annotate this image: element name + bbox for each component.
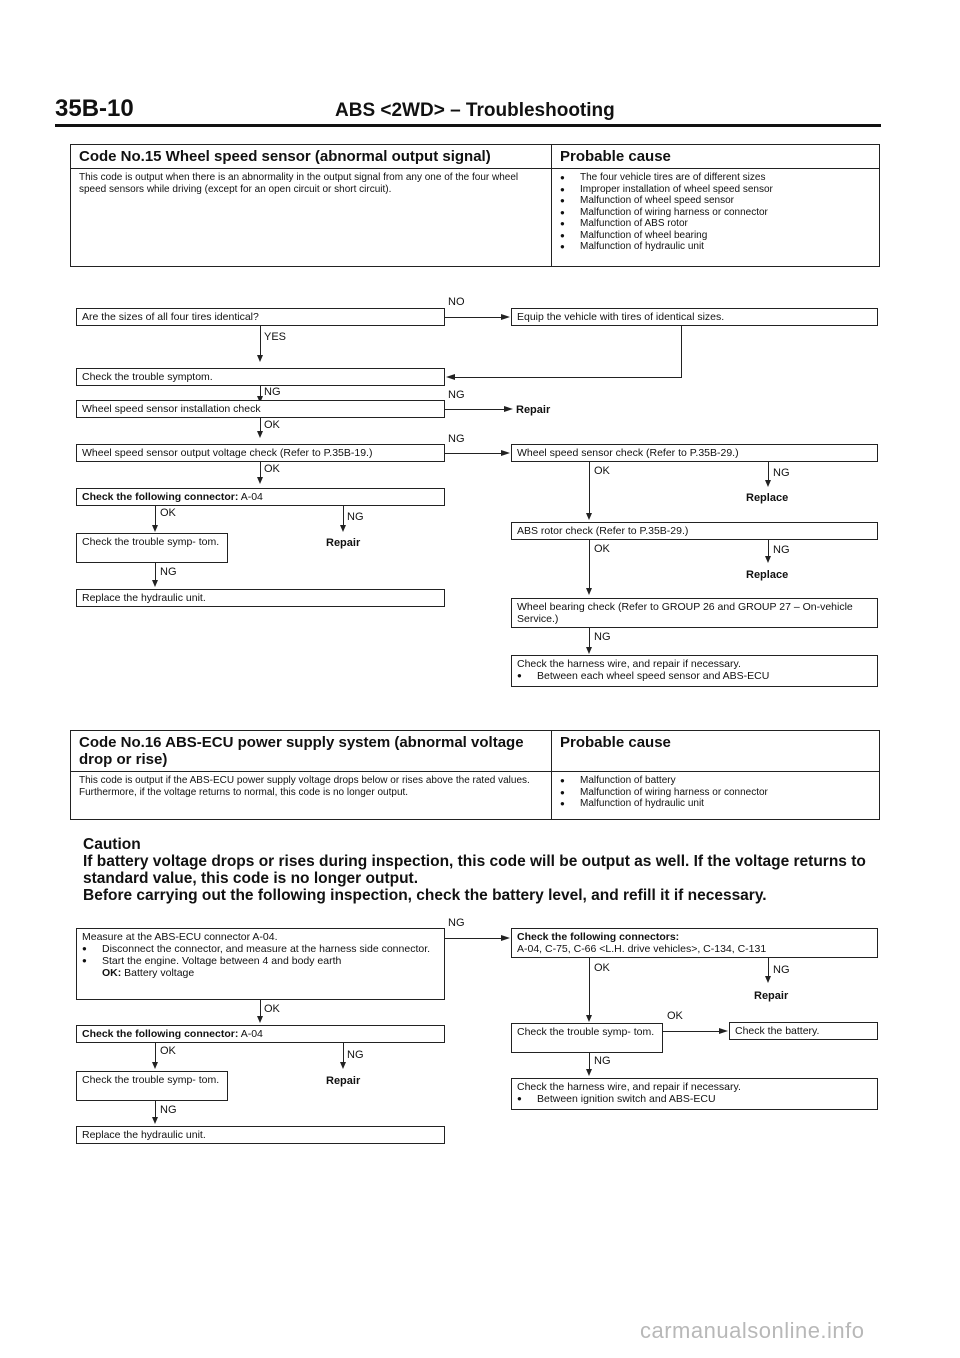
flow16-ok-label: OK	[264, 1003, 280, 1015]
flow16-measure-box	[76, 928, 445, 1000]
cause-item: ● Malfunction of wheel bearing	[560, 230, 871, 242]
flow15-ng-label: NG	[773, 467, 790, 479]
code15-table	[70, 144, 880, 267]
code16-table	[70, 730, 880, 820]
cause-item: ● Malfunction of hydraulic unit	[560, 241, 871, 253]
caution-text2: Before carrying out the following inspection, check the battery level, and refill it if necessary.	[83, 887, 767, 904]
flow15-replace-label: Replace	[746, 569, 789, 581]
connector-line	[260, 418, 261, 432]
flow15-replace-label: Replace	[746, 492, 789, 504]
connector-line	[343, 1043, 344, 1063]
flow16-ng-label: NG	[347, 1049, 364, 1061]
watermark: carmanualsonline.info	[640, 1318, 865, 1343]
cause-item: ● Improper installation of wheel speed sensor	[560, 184, 871, 196]
arrow-down	[257, 355, 263, 362]
arrow-down	[152, 1117, 158, 1124]
ok-label: OK:	[102, 967, 122, 979]
connectors-list: A-04, C-75, C-66 <L.H. drive vehicles>, C-134, C-131	[517, 943, 767, 955]
arrow-right	[501, 935, 510, 941]
connector-line	[260, 1000, 261, 1017]
measure-text: Measure at the ABS-ECU connector A-04.	[82, 931, 278, 943]
connector-prefix: Check the following connector:	[82, 491, 239, 503]
connector-line	[445, 317, 503, 318]
arrow-right	[501, 314, 510, 320]
arrow-down	[257, 477, 263, 484]
flow16-battery-box: Check the battery.	[729, 1022, 878, 1040]
flow15-ok-label: OK	[160, 507, 176, 519]
measure-item: ● Start the engine. Voltage between 4 and body earth	[82, 955, 439, 967]
flow15-ok-label: OK	[264, 463, 280, 475]
connector-line	[589, 628, 590, 648]
harness-list	[517, 670, 872, 682]
flow16-ok-label: OK	[160, 1045, 176, 1057]
arrow-down	[765, 976, 771, 983]
connector-line	[155, 1043, 156, 1063]
flow15-replace-hu-box: Replace the hydraulic unit.	[76, 589, 445, 607]
connector-line	[589, 958, 590, 1016]
connector-id: A-04	[240, 1028, 263, 1040]
flow15-rotor-check-box: ABS rotor check (Refer to P.35B-29.)	[511, 522, 878, 540]
flow15-tires-box: Are the sizes of all four tires identical?	[76, 308, 445, 326]
arrow-down	[257, 1016, 263, 1023]
arrow-down	[152, 580, 158, 587]
flow16-repair-label: Repair	[326, 1075, 361, 1087]
measure-list	[82, 943, 439, 967]
connector-line	[445, 409, 505, 410]
arrow-right	[719, 1028, 728, 1034]
arrow-down	[586, 588, 592, 595]
flow15-equip-box: Equip the vehicle with tires of identical sizes.	[511, 308, 878, 326]
code15-description: This code is output when there is an abnormality in the output signal from any one of the four wheel speed sensors while driving (except for an open circuit or short circuit).	[71, 169, 552, 267]
connector-line	[260, 326, 261, 355]
caution-title: Caution	[83, 836, 141, 853]
arrow-down	[340, 1062, 346, 1069]
flow15-yes-label: YES	[264, 331, 287, 343]
connector-line	[155, 506, 156, 526]
code16-title: Code No.16 ABS-ECU power supply system (abnormal voltage drop or rise)	[71, 731, 552, 772]
flow15-ng-label: NG	[448, 433, 465, 445]
flow16-connector-box	[76, 1025, 445, 1043]
code15-cause-header: Probable cause	[552, 145, 880, 169]
connector-line	[768, 958, 769, 977]
connector-line	[343, 506, 344, 526]
connector-line	[589, 1053, 590, 1070]
code16-description2: Furthermore, if the voltage returns to normal, this code is no longer output.	[79, 786, 409, 798]
cause-item: ● Malfunction of wiring harness or connector	[560, 787, 871, 799]
arrow-down	[586, 647, 592, 654]
arrow-down	[586, 1069, 592, 1076]
flow15-ng-label: NG	[448, 389, 465, 401]
cause-item: ● Malfunction of ABS rotor	[560, 218, 871, 230]
connector-prefix: Check the following connector:	[82, 1028, 239, 1040]
code16-cause-list	[560, 775, 871, 810]
code15-title: Code No.15 Wheel speed sensor (abnormal output signal)	[71, 145, 552, 169]
flow15-harness-box	[511, 655, 878, 687]
flow15-ng-label: NG	[594, 631, 611, 643]
connector-line	[589, 540, 590, 590]
flow15-symptom2-box: Check the trouble symp- tom.	[76, 533, 228, 563]
flow16-symptom-box: Check the trouble symp- tom.	[76, 1071, 228, 1101]
connector-line	[663, 1031, 721, 1032]
arrow-down	[765, 556, 771, 563]
flow16-ng-label: NG	[448, 917, 465, 929]
arrow-down	[765, 480, 771, 487]
harness-item: ● Between ignition switch and ABS-ECU	[517, 1093, 872, 1105]
flow16-symptom-right-box: Check the trouble symp- tom.	[511, 1023, 663, 1053]
measure-item: ● Disconnect the connector, and measure at the harness side connector.	[82, 943, 439, 955]
connector-line	[681, 326, 682, 378]
connector-line	[155, 1101, 156, 1118]
connector-line	[455, 377, 681, 378]
caution-text1: If battery voltage drops or rises during inspection, this code will be output as well. If the voltage returns to standard value, this code is no longer output.	[83, 853, 866, 887]
code16-description: This code is output if the ABS-ECU power supply voltage drops below or rises above the rated values.	[79, 775, 530, 786]
flow15-install-box: Wheel speed sensor installation check	[76, 400, 445, 418]
page-number: 35B-10	[55, 95, 134, 122]
arrow-down	[586, 513, 592, 520]
flow16-ok-label: OK	[594, 962, 610, 974]
code15-cause-list	[560, 172, 871, 253]
cause-item: ● Malfunction of wiring harness or connector	[560, 207, 871, 219]
connector-line	[445, 938, 503, 939]
cause-item: ● Malfunction of battery	[560, 775, 871, 787]
connector-id: A-04	[240, 491, 263, 503]
flow15-bearing-check-box: Wheel bearing check (Refer to GROUP 26 and GROUP 27 – On-vehicle Service.)	[511, 598, 878, 628]
flow15-ng-label: NG	[773, 544, 790, 556]
arrow-down	[586, 1015, 592, 1022]
cause-item: ● The four vehicle tires are of different sizes	[560, 172, 871, 184]
flow16-ok-label: OK	[667, 1010, 683, 1022]
flow16-repair-label: Repair	[754, 990, 789, 1002]
cause-item: ● Malfunction of hydraulic unit	[560, 798, 871, 810]
flow16-ng-label: NG	[773, 964, 790, 976]
arrow-down	[340, 525, 346, 532]
connector-line	[155, 563, 156, 581]
connector-line	[445, 453, 503, 454]
flow15-no-label: NO	[448, 296, 465, 308]
arrow-down	[152, 1062, 158, 1069]
harness-item: ● Between each wheel speed sensor and ABS-ECU	[517, 670, 872, 682]
flow16-connectors-box	[511, 928, 878, 958]
flow16-ng-label: NG	[594, 1055, 611, 1067]
flow15-repair-label: Repair	[516, 404, 551, 416]
arrow-right	[504, 406, 513, 412]
page-title: ABS <2WD> – Troubleshooting	[335, 100, 615, 121]
flow15-ng-label: NG	[347, 511, 364, 523]
header-rule	[55, 124, 881, 127]
flow15-ng-label: NG	[160, 566, 177, 578]
flow15-ok-label: OK	[594, 465, 610, 477]
arrow-right	[501, 450, 510, 456]
flow16-harness-box	[511, 1078, 878, 1110]
connector-line	[768, 540, 769, 557]
flow15-sensor-check-box: Wheel speed sensor check (Refer to P.35B-29.)	[511, 444, 878, 462]
flow15-ok-label: OK	[594, 543, 610, 555]
connector-line	[589, 462, 590, 514]
cause-item: ● Malfunction of wheel speed sensor	[560, 195, 871, 207]
flow16-replace-hu-box: Replace the hydraulic unit.	[76, 1126, 445, 1144]
caution-block	[83, 836, 883, 904]
harness-text: Check the harness wire, and repair if necessary.	[517, 1081, 741, 1093]
ok-value: Battery voltage	[124, 967, 195, 979]
flow15-ng-label: NG	[264, 386, 281, 398]
connectors-title: Check the following connectors:	[517, 931, 680, 943]
flow15-symptom-box: Check the trouble symptom.	[76, 368, 445, 386]
arrow-down	[152, 525, 158, 532]
connector-line	[768, 462, 769, 481]
flow16-ng-label: NG	[160, 1104, 177, 1116]
flow15-repair-label: Repair	[326, 537, 361, 549]
flow15-output-box: Wheel speed sensor output voltage check (Refer to P.35B-19.)	[76, 444, 445, 462]
code16-cause-header: Probable cause	[552, 731, 880, 772]
arrow-down	[257, 431, 263, 438]
arrow-left	[446, 374, 455, 380]
harness-list	[517, 1093, 872, 1105]
harness-text: Check the harness wire, and repair if necessary.	[517, 658, 741, 670]
flow15-connector-box	[76, 488, 445, 506]
flow15-ok-label: OK	[264, 419, 280, 431]
connector-line	[260, 462, 261, 478]
